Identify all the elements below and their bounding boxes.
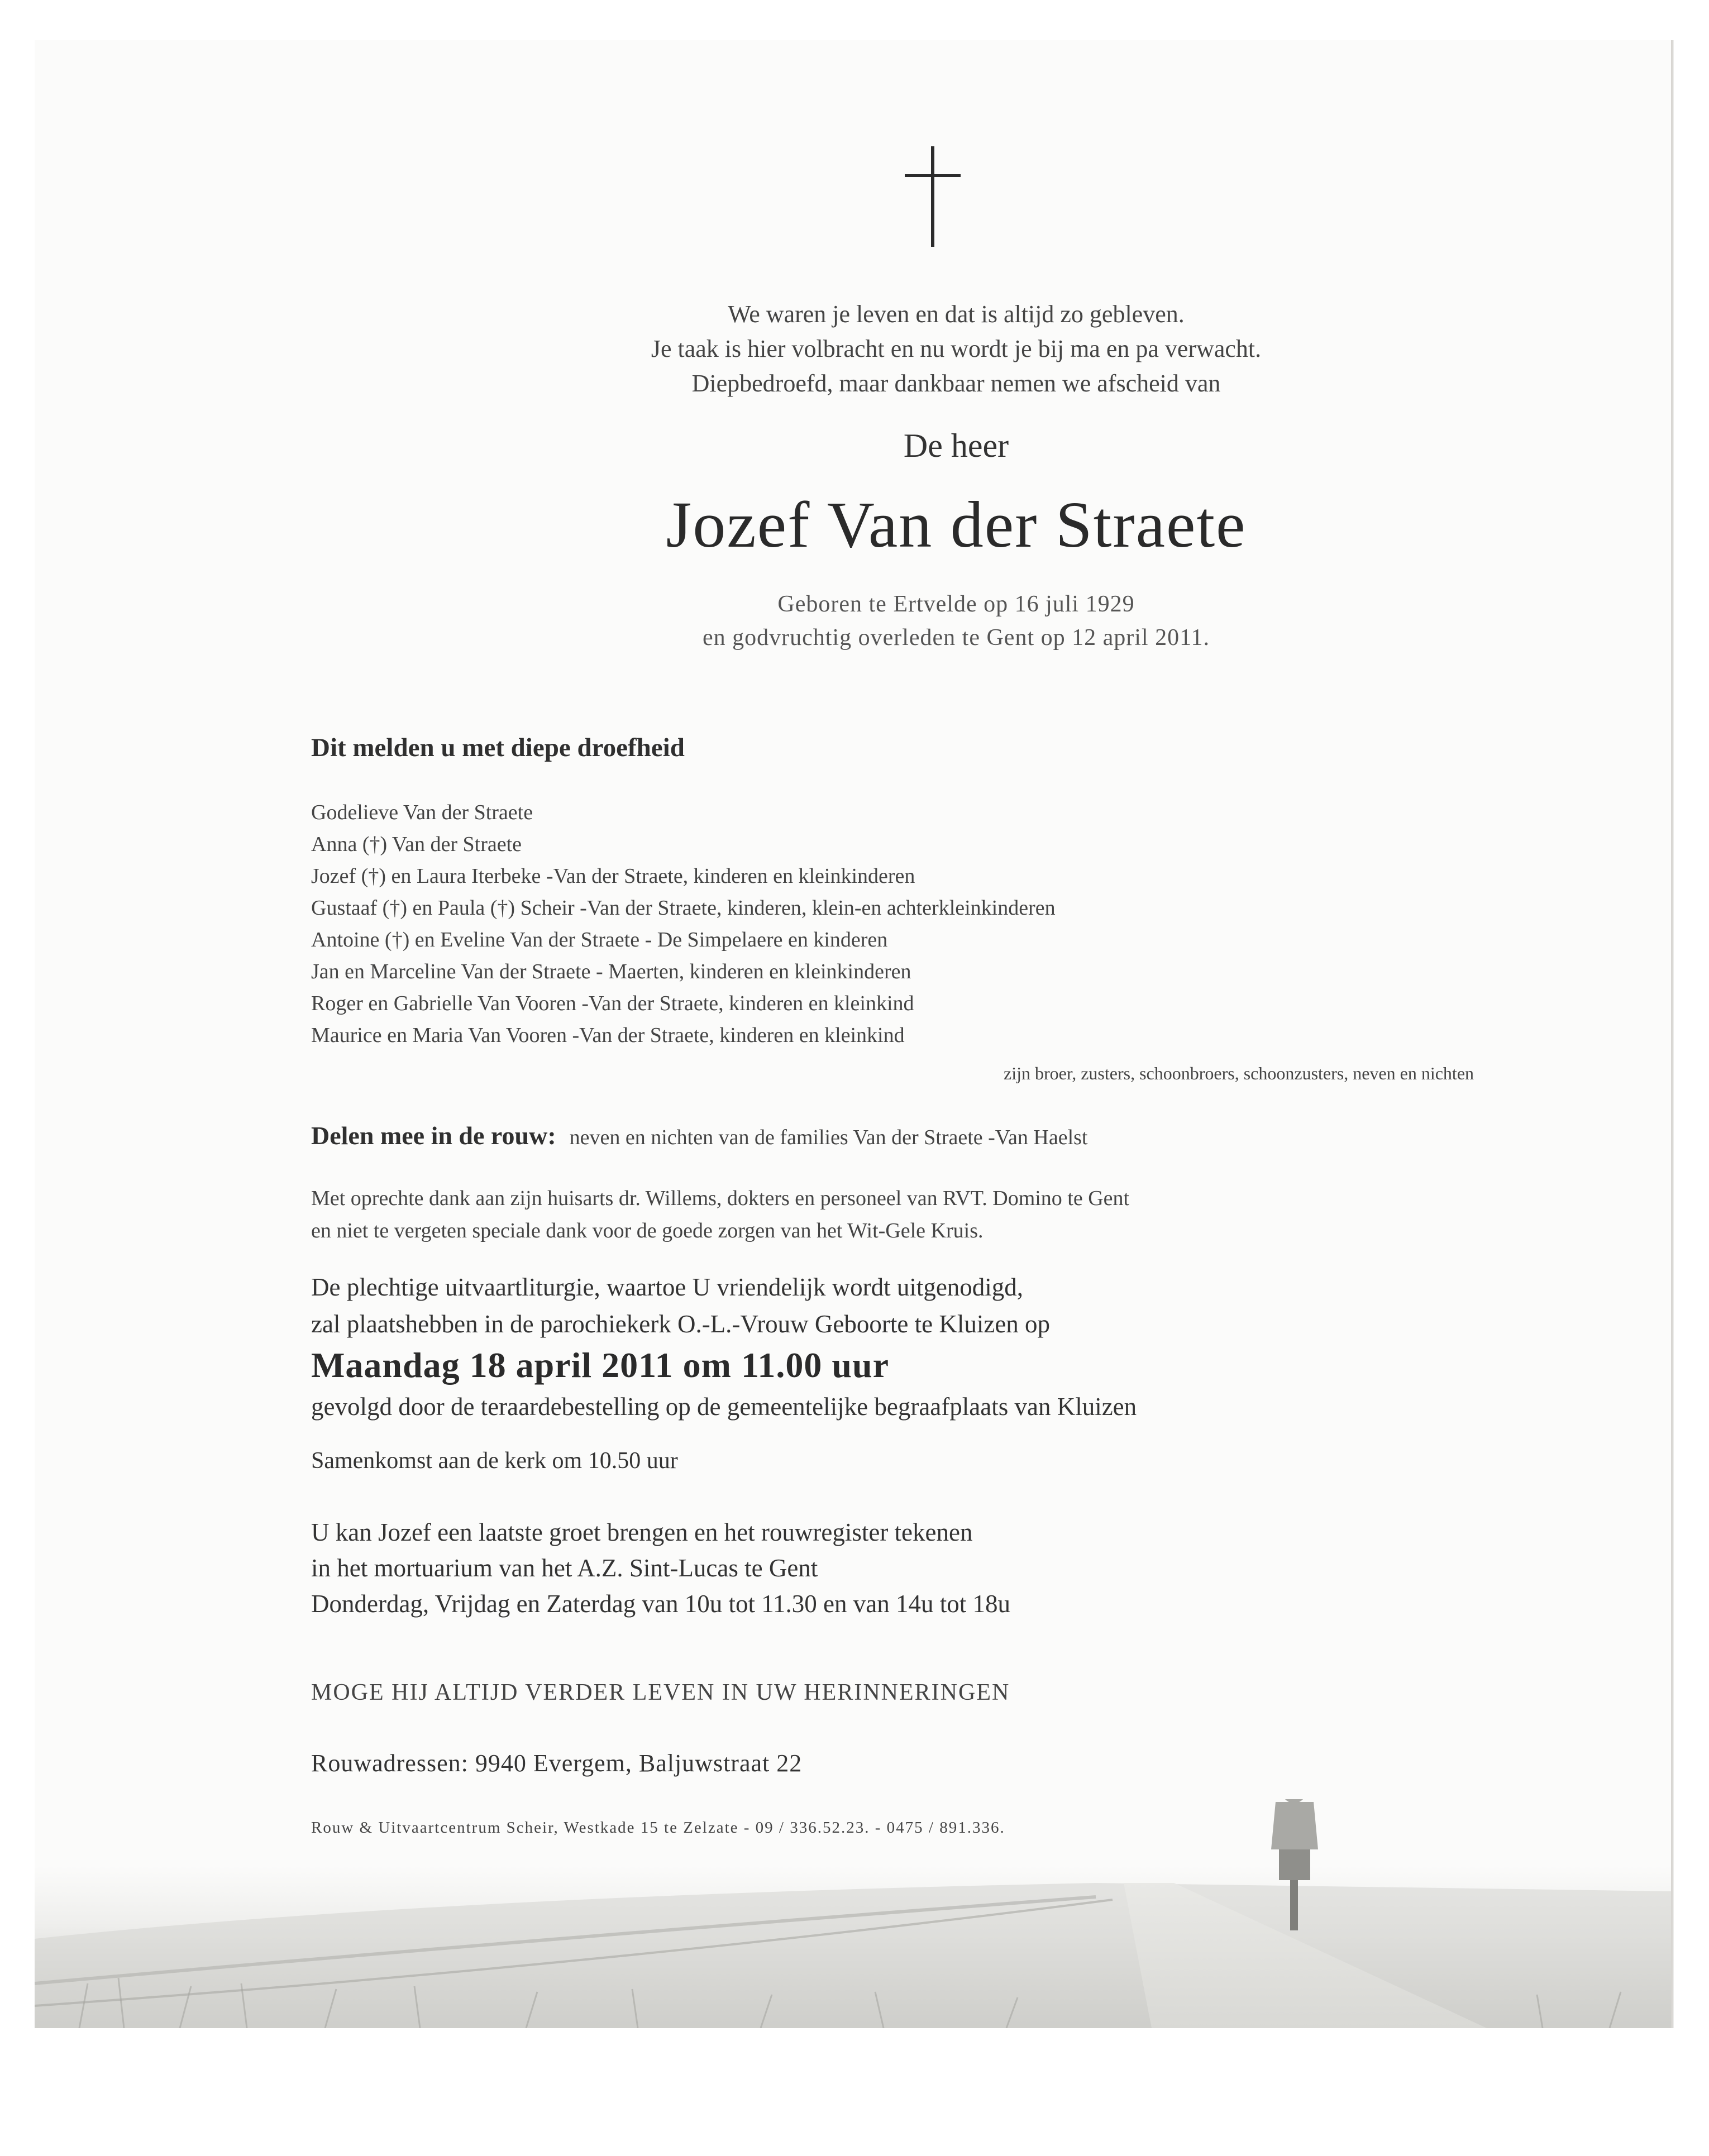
- thanks-line: Met oprechte dank aan zijn huisarts dr. Willems, dokters en personeel van RVT. Domino te Gent: [311, 1187, 1130, 1210]
- family-line: Maurice en Maria Van Vooren -Van der Straete, kinderen en kleinkind: [311, 1024, 905, 1047]
- service-burial: gevolgd door de teraardebestelling op de gemeentelijke begraafplaats van Kluizen: [311, 1393, 1137, 1421]
- service-date: Maandag 18 april 2011 om 11.00 uur: [311, 1345, 889, 1385]
- death-line: en godvruchtig overleden te Gent op 12 april 2011.: [702, 625, 1210, 651]
- poem-line: Je taak is hier volbracht en nu wordt je bij ma en pa verwacht.: [651, 335, 1262, 362]
- life-dates: [426, 587, 1487, 654]
- visitation: [311, 1514, 1010, 1622]
- poem: [426, 297, 1487, 401]
- family-line: Roger en Gabrielle Van Vooren -Van der Straete, kinderen en kleinkind: [311, 992, 914, 1015]
- poem-line: Diepbedroefd, maar dankbaar nemen we afscheid van: [691, 370, 1221, 397]
- announce-heading: Dit melden u met diepe droefheid: [311, 733, 685, 762]
- poem-line: We waren je leven en dat is altijd zo gebleven.: [728, 300, 1185, 328]
- birth-line: Geboren te Ertvelde op 16 juli 1929: [777, 591, 1135, 617]
- service-line: De plechtige uitvaartliturgie, waartoe U vriendelijk wordt uitgenodigd,: [311, 1273, 1024, 1301]
- thanks: [311, 1182, 1129, 1247]
- family-line: Gustaaf (†) en Paula (†) Scheir -Van der Straete, kinderen, klein-en achterkleinkinderen: [311, 896, 1056, 920]
- cross-icon: [931, 146, 934, 247]
- gathering-time: Samenkomst aan de kerk om 10.50 uur: [311, 1448, 678, 1474]
- funeral-service: [311, 1269, 1137, 1425]
- family-list: [311, 797, 1056, 1051]
- visitation-line: in het mortuarium van het A.Z. Sint-Lucas te Gent: [311, 1554, 818, 1582]
- thanks-line: en niet te vergeten speciale dank voor de goede zorgen van het Wit-Gele Kruis.: [311, 1219, 984, 1242]
- deceased-name: Jozef Van der Straete: [666, 488, 1247, 561]
- memorial-card: [35, 40, 1673, 2028]
- family-relation: zijn broer, zusters, schoonbroers, schoonzusters, neven en nichten: [1004, 1063, 1474, 1083]
- family-line: Jan en Marceline Van der Straete - Maerten, kinderen en kleinkinderen: [311, 960, 911, 983]
- family-line: Jozef (†) en Laura Iterbeke -Van der Straete, kinderen en kleinkinderen: [311, 864, 915, 888]
- mourning-address: Rouwadressen: 9940 Evergem, Baljuwstraat 22: [311, 1749, 803, 1777]
- undertaker-info: Rouw & Uitvaartcentrum Scheir, Westkade 15 te Zelzate - 09 / 336.52.23. - 0475 / 891.336.: [311, 1819, 1005, 1837]
- service-line: zal plaatshebben in de parochiekerk O.-L.-Vrouw Geboorte te Kluizen op: [311, 1310, 1051, 1338]
- family-line: Anna (†) Van der Straete: [311, 833, 522, 856]
- landscape-photo: [35, 1799, 1671, 2028]
- share-text: neven en nichten van de families Van der Straete -Van Haelst: [569, 1126, 1088, 1149]
- motto: MOGE HIJ ALTIJD VERDER LEVEN IN UW HERINNERINGEN: [311, 1680, 1010, 1705]
- title-prefix: De heer: [903, 427, 1009, 464]
- visitation-line: Donderdag, Vrijdag en Zaterdag van 10u tot 11.30 en van 14u tot 18u: [311, 1590, 1011, 1618]
- family-line: Godelieve Van der Straete: [311, 801, 533, 824]
- family-line: Antoine (†) en Eveline Van der Straete - De Simpelaere en kinderen: [311, 928, 888, 952]
- visitation-line: U kan Jozef een laatste groet brengen en het rouwregister tekenen: [311, 1518, 973, 1546]
- share-grief: [311, 1121, 1088, 1150]
- share-heading: Delen mee in de rouw:: [311, 1121, 556, 1150]
